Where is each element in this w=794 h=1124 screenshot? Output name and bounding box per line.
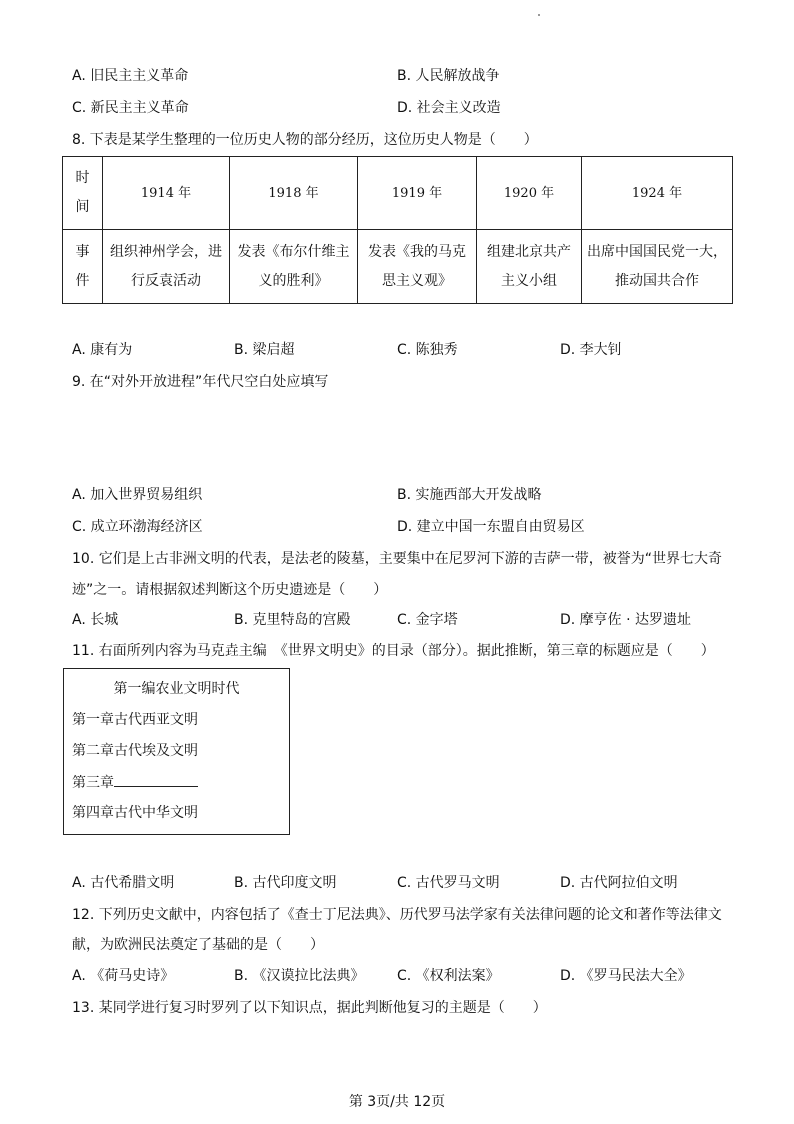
q8-option-c[interactable]: C. 陈独秀 (397, 342, 458, 358)
q12-stem-line2: 献，为欧洲民法奠定了基础的是（ ） (72, 937, 324, 953)
event-text: 发表《我的马克 思主义观》 (368, 243, 466, 289)
toc-chapter-3-label: 第三章 (72, 775, 114, 791)
q8-option-a[interactable]: A. 康有为 (72, 342, 133, 358)
q7-option-b[interactable]: B. 人民解放战争 (397, 68, 500, 84)
q12-option-a[interactable]: A. 《荷马史诗》 (72, 968, 175, 984)
event-text: 出席中国国民党一大， 推动国共合作 (587, 243, 727, 289)
q11-option-d[interactable]: D. 古代阿拉伯文明 (560, 875, 678, 891)
q10-option-b[interactable]: B. 克里特岛的宫殿 (234, 612, 351, 628)
event-label: 事 件 (75, 243, 90, 289)
q10-stem-line2: 迹”之一。请根据叙述判断这个历史遗迹是（ ） (72, 582, 388, 598)
q8-option-b[interactable]: B. 梁启超 (234, 342, 295, 358)
event-text: 发表《布尔什维主 义的胜利》 (237, 243, 350, 289)
toc-chapter-4: 第四章古代中华文明 (72, 805, 198, 821)
table-row-time (63, 157, 733, 230)
event-text: 组建北京共产 主义小组 (487, 243, 571, 289)
time-label: 时 间 (75, 170, 90, 215)
q9-option-d[interactable]: D. 建立中国一东盟自由贸易区 (397, 519, 585, 535)
q8-history-table (62, 156, 733, 304)
time-label-cell (63, 157, 103, 230)
answer-blank (114, 772, 198, 787)
event-text: 组织神州学会，进 行反袁活动 (110, 243, 222, 289)
q11-option-b[interactable]: B. 古代印度文明 (234, 875, 337, 891)
q10-option-d[interactable]: D. 摩亨佐 · 达罗遗址 (560, 612, 692, 628)
event-cell (477, 230, 582, 304)
q12-stem-line1: 12. 下列历史文献中，内容包括了《查士丁尼法典》、历代罗马法学家有关法律问题的论文和著作等法律文 (72, 907, 722, 923)
event-label-cell (63, 230, 103, 304)
q12-option-b[interactable]: B. 《汉谟拉比法典》 (234, 968, 365, 984)
q10-option-a[interactable]: A. 长城 (72, 612, 119, 628)
q9-option-b[interactable]: B. 实施西部大开发战略 (397, 487, 542, 503)
q12-option-c[interactable]: C. 《权利法案》 (397, 968, 500, 984)
toc-chapter-2: 第二章古代埃及文明 (72, 743, 198, 759)
year-cell: 1924 年 (582, 157, 733, 230)
q10-option-c[interactable]: C. 金字塔 (397, 612, 458, 628)
q7-option-a[interactable]: A. 旧民主主义革命 (72, 68, 189, 84)
q7-option-c[interactable]: C. 新民主主义革命 (72, 100, 189, 116)
q8-stem: 8. 下表是某学生整理的一位历史人物的部分经历，这位历史人物是（ ） (72, 132, 538, 148)
toc-chapter-1: 第一章古代西亚文明 (72, 712, 198, 728)
q11-toc-box (63, 668, 290, 835)
event-cell (358, 230, 477, 304)
year-cell: 1920 年 (477, 157, 582, 230)
q11-option-c[interactable]: C. 古代罗马文明 (397, 875, 500, 891)
toc-chapter-3 (72, 772, 198, 793)
q10-stem-line1: 10. 它们是上古非洲文明的代表，是法老的陵墓，主要集中在尼罗河下游的吉萨一带，被誉为“世界七大奇 (72, 551, 722, 567)
page-footer: 第 3页/共 12页 (348, 1094, 446, 1110)
year-cell: 1914 年 (103, 157, 230, 230)
event-cell (103, 230, 230, 304)
scan-dot (538, 14, 540, 16)
year-cell: 1918 年 (230, 157, 358, 230)
toc-title: 第一编农业文明时代 (113, 681, 240, 697)
event-cell (582, 230, 733, 304)
table-row-event (63, 230, 733, 304)
q9-stem: 9. 在“对外开放进程”年代尺空白处应填写 (72, 374, 329, 390)
event-cell (230, 230, 358, 304)
q11-option-a[interactable]: A. 古代希腊文明 (72, 875, 175, 891)
q7-option-d[interactable]: D. 社会主义改造 (397, 100, 501, 116)
q9-option-c[interactable]: C. 成立环渤海经济区 (72, 519, 203, 535)
q13-stem: 13. 某同学进行复习时罗列了以下知识点，据此判断他复习的主题是（ ） (72, 1000, 547, 1016)
q12-option-d[interactable]: D. 《罗马民法大全》 (560, 968, 692, 984)
q9-option-a[interactable]: A. 加入世界贸易组织 (72, 487, 203, 503)
q11-stem: 11. 右面所列内容为马克垚主编 《世界文明史》的目录（部分）。据此推断，第三章的标题应是（ ） (72, 643, 715, 659)
year-cell: 1919 年 (358, 157, 477, 230)
q8-option-d[interactable]: D. 李大钊 (560, 342, 622, 358)
